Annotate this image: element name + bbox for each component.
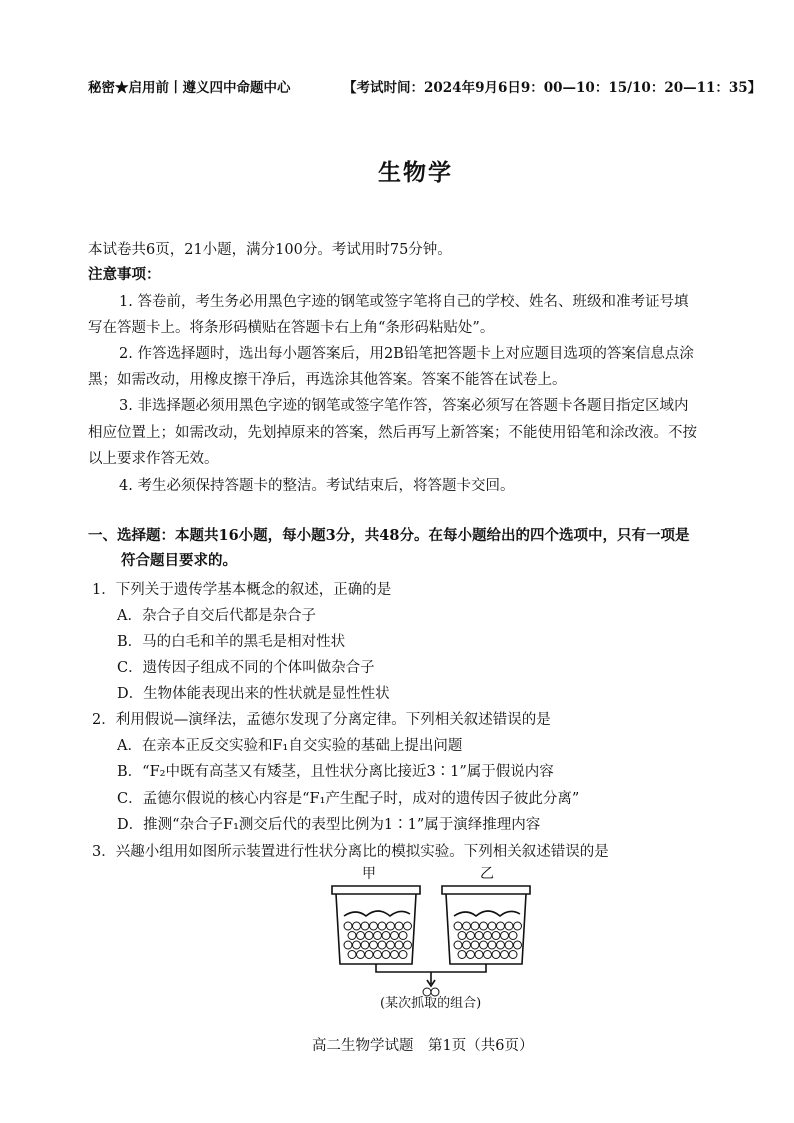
bead-ball: [365, 932, 373, 940]
notice-line: 相应位置上；如需改动，先划掉原来的答案，然后再写上新答案；不能使用铅笔和涂改液。不按: [88, 425, 697, 441]
bead-ball: [475, 932, 483, 940]
bead-ball: [458, 932, 466, 940]
bead-ball: [514, 941, 522, 949]
bead-ball: [475, 951, 483, 959]
bead-ball: [497, 941, 505, 949]
bead-ball: [344, 922, 352, 930]
bead-ball: [404, 922, 412, 930]
question-stem: 3．兴趣小组用如图所示装置进行性状分离比的模拟实验。下列相关叙述错误的是: [92, 844, 609, 860]
bead-ball: [378, 922, 386, 930]
bead-ball: [348, 951, 356, 959]
bead-ball: [357, 932, 365, 940]
bead-ball: [471, 922, 479, 930]
figure-label-left: 甲: [362, 866, 376, 882]
bead-ball: [501, 932, 509, 940]
bead-ball: [484, 951, 492, 959]
bead-ball: [467, 932, 475, 940]
notice-line: 4. 考生必须保持答题卡的整洁。考试结束后，将答题卡交回。: [119, 478, 515, 494]
bead-ball: [370, 941, 378, 949]
bead-ball: [463, 941, 471, 949]
bead-ball: [361, 922, 369, 930]
figure-label-right: 乙: [480, 866, 494, 882]
beaker-rim-right: [442, 886, 530, 894]
bead-ball: [484, 932, 492, 940]
bead-ball: [501, 951, 509, 959]
bead-ball: [395, 941, 403, 949]
page-title: 生物学: [378, 159, 453, 186]
bead-ball: [454, 922, 462, 930]
bead-ball: [353, 941, 361, 949]
bead-ball: [404, 941, 412, 949]
question-option: D．生物体能表现出来的性状就是显性性状: [117, 686, 390, 702]
header-right: 【考试时间：2024年9月6日9：00—10：15/10：20—11：35】: [343, 80, 762, 96]
question-option: A．在亲本正反交实验和F₁自交实验的基础上提出问题: [117, 738, 463, 754]
bead-ball: [488, 941, 496, 949]
bead-ball: [454, 941, 462, 949]
bead-ball: [514, 922, 522, 930]
bead-ball: [480, 922, 488, 930]
bead-ball: [382, 932, 390, 940]
bead-ball: [480, 941, 488, 949]
header-left: 秘密★启用前丨遵义四中命题中心: [88, 80, 291, 96]
bead-ball: [458, 951, 466, 959]
bead-ball: [387, 941, 395, 949]
bead-ball: [344, 941, 352, 949]
notice-line: 2. 作答选择题时，选出每小题答案后，用2B铅笔把答题卡上对应题目选项的答案信息点涂: [119, 346, 694, 362]
bead-ball: [348, 932, 356, 940]
question-option: C．遗传因子组成不同的个体叫做杂合子: [117, 660, 375, 676]
bead-ball: [399, 932, 407, 940]
question-option: C．孟德尔假说的核心内容是“F₁产生配子时，成对的遗传因子彼此分离”: [117, 791, 580, 807]
bead-ball: [370, 922, 378, 930]
question-stem: 1．下列关于遗传学基本概念的叙述，正确的是: [92, 582, 392, 598]
question-option: B．马的白毛和羊的黑毛是相对性状: [117, 634, 346, 650]
bead-ball: [361, 941, 369, 949]
bead-ball: [492, 951, 500, 959]
bead-ball: [497, 922, 505, 930]
bead-ball: [505, 941, 513, 949]
section-heading-cont: 符合题目要求的。: [121, 552, 237, 569]
notice-line: 3. 非选择题必须用黑色字迹的钢笔或签字笔作答，答案必须写在答题卡各题目指定区域内: [119, 398, 689, 414]
notice-title: 注意事项：: [88, 266, 161, 283]
figure-caption: (某次抓取的组合): [380, 996, 482, 1011]
notice-line: 1. 答卷前，考生务必用黑色字迹的钢笔或签字笔将自己的学校、姓名、班级和准考证号填: [119, 294, 689, 310]
bead-ball: [391, 951, 399, 959]
question-stem: 2．利用假说—演绎法，孟德尔发现了分离定律。下列相关叙述错误的是: [92, 712, 551, 728]
bead-ball: [353, 922, 361, 930]
question-option: A．杂合子自交后代都是杂合子: [117, 608, 316, 624]
bead-ball: [463, 922, 471, 930]
notice-line: 以上要求作答无效。: [88, 451, 219, 467]
bead-ball: [467, 951, 475, 959]
bead-ball: [488, 922, 496, 930]
bead-ball: [505, 922, 513, 930]
section-heading: 一、选择题：本题共16小题，每小题3分，共48分。在每小题给出的四个选项中，只有一项是: [88, 527, 690, 544]
bead-ball: [374, 951, 382, 959]
bead-ball: [399, 951, 407, 959]
simulation-apparatus-figure: [320, 880, 540, 1000]
bead-ball: [509, 932, 517, 940]
bead-ball: [471, 941, 479, 949]
bead-ball: [509, 951, 517, 959]
question-option: B．“F₂中既有高茎又有矮茎，且性状分离比接近3∶1”属于假说内容: [117, 764, 554, 780]
notice-line: 黑；如需改动，用橡皮擦干净后，再选涂其他答案。答案不能答在试卷上。: [88, 372, 567, 388]
bead-ball: [378, 941, 386, 949]
page-footer: 高二生物学试题 第1页（共6页）: [312, 1038, 534, 1054]
notice-line: 写在答题卡上。将条形码横贴在答题卡右上角“条形码粘贴处”。: [88, 320, 495, 336]
bead-ball: [365, 951, 373, 959]
bead-ball: [374, 932, 382, 940]
question-option: D．推测“杂合子F₁测交后代的表型比例为1∶1”属于演绎推理内容: [117, 817, 541, 833]
bead-ball: [387, 922, 395, 930]
bead-ball: [391, 932, 399, 940]
bead-ball: [492, 932, 500, 940]
beaker-rim-left: [332, 886, 420, 894]
bead-ball: [395, 922, 403, 930]
bead-ball: [382, 951, 390, 959]
bead-ball: [357, 951, 365, 959]
exam-intro: 本试卷共6页，21小题，满分100分。考试用时75分钟。: [88, 242, 452, 258]
